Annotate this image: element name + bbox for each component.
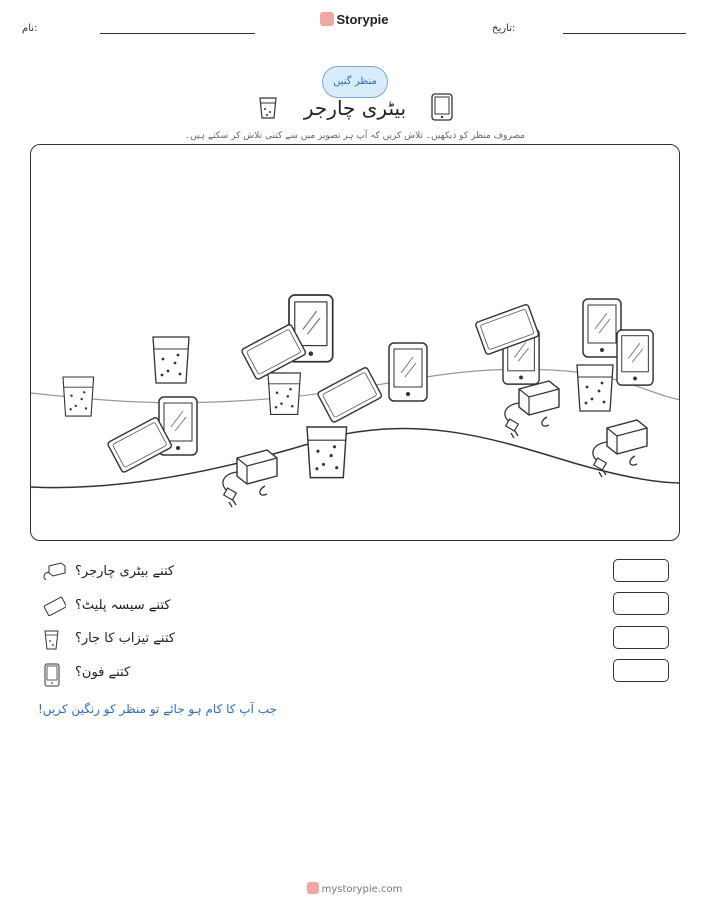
coloring-instruction: جب آپ کا کام ہو جائے تو منظر کو رنگین کریں! — [38, 702, 277, 716]
scene-illustration — [30, 144, 680, 541]
count-scene-badge: منظر گنیں — [322, 66, 388, 98]
battery-charger — [505, 381, 559, 438]
question-text: کتنے فون؟ — [75, 665, 131, 680]
battery-charger — [593, 420, 647, 477]
phone — [583, 299, 621, 357]
question-text: کتنے سیسہ پلیٹ؟ — [75, 598, 171, 613]
date-field-line[interactable] — [563, 33, 686, 34]
lead-plate — [317, 367, 382, 423]
phone — [389, 343, 427, 401]
acid-jar — [577, 365, 613, 411]
instructions: مصروف منظر کو دیکھیں۔ تلاش کریں کہ آپ ہر تصویر میں سے کتنی تلاش کر سکتے ہیں۔ — [184, 131, 525, 141]
question-text: کتنے تیزاب کا جار؟ — [75, 631, 175, 646]
phone — [617, 330, 653, 385]
acid-jar — [268, 373, 300, 414]
acid-jar — [63, 377, 94, 416]
answer-box-phones[interactable] — [613, 659, 669, 682]
name-field-line[interactable] — [100, 33, 255, 34]
question-text: کتنے بیٹری چارجر؟ — [75, 564, 175, 579]
acid-jar-icon — [257, 95, 279, 121]
acid-jar-icon — [42, 629, 62, 651]
scene-drawing — [31, 145, 680, 541]
answer-box-plates[interactable] — [613, 592, 669, 615]
site-footer — [0, 882, 709, 895]
date-label: تاریخ: — [492, 23, 516, 34]
phone-icon — [430, 92, 454, 122]
battery-charger — [223, 450, 277, 507]
storypie-logo-icon — [307, 882, 319, 894]
name-label: نام: — [22, 23, 38, 34]
phone-icon — [42, 663, 62, 687]
brand-logo — [0, 12, 709, 27]
answer-box-chargers[interactable] — [613, 559, 669, 582]
battery-charger-icon — [42, 562, 66, 582]
acid-jar — [307, 427, 347, 478]
answer-box-jars[interactable] — [613, 626, 669, 649]
storypie-logo-icon — [320, 12, 334, 26]
acid-jar — [153, 337, 189, 383]
page-title: بیٹری چارجر — [303, 96, 407, 120]
brand-name: Storypie — [336, 12, 389, 27]
lead-plate-icon — [42, 596, 66, 616]
site-url: mystorypie.com — [321, 884, 403, 895]
